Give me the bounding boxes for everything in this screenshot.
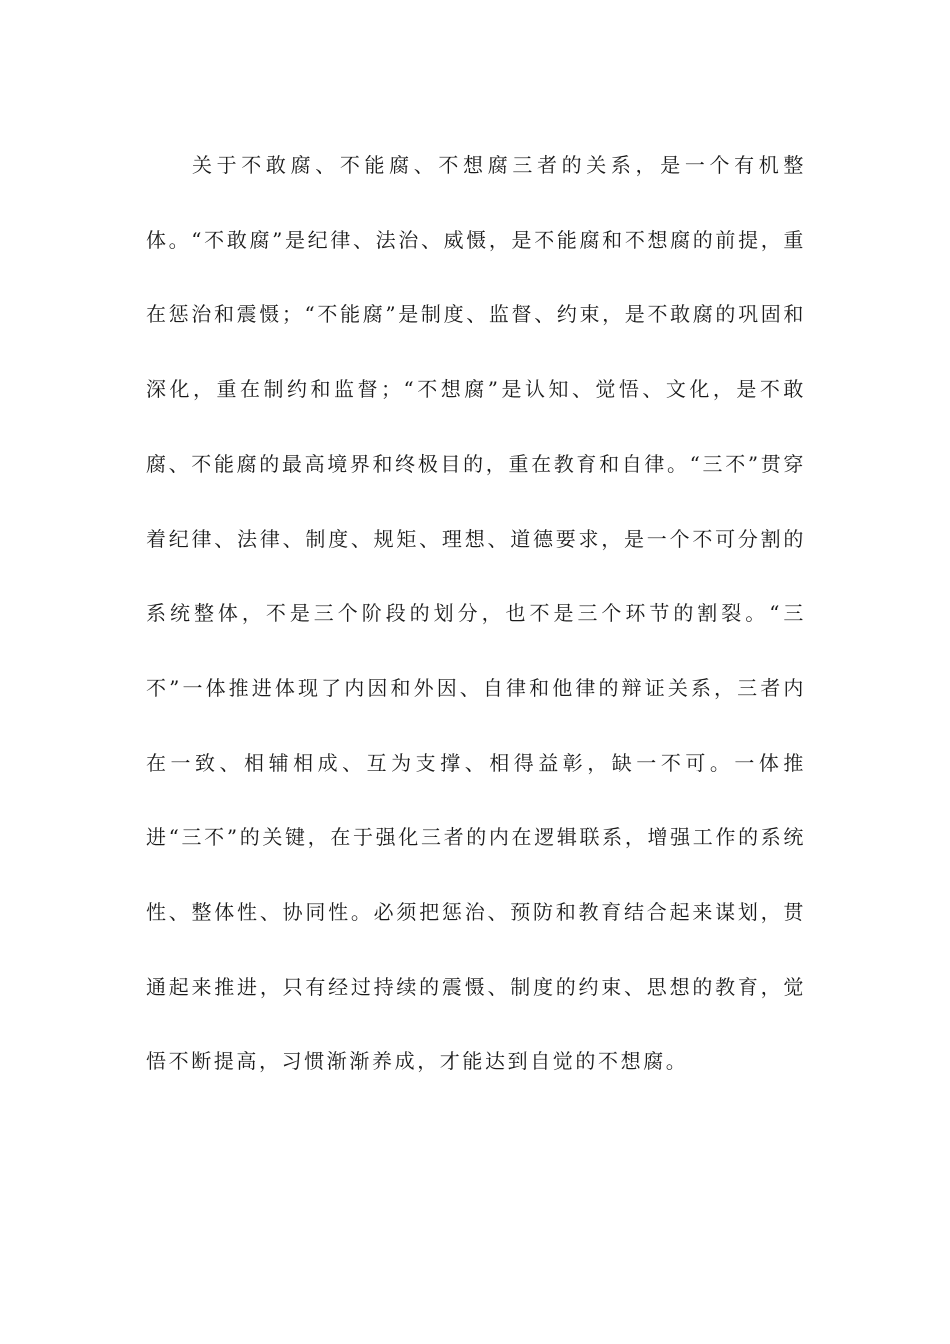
body-paragraph: 关于不敢腐、不能腐、不想腐三者的关系，是一个有机整体。“不敢腐”是纪律、法治、威慑，是不能腐和不想腐的前提，重在惩治和震慑；“不能腐”是制度、监督、约束，是不敢腐的巩固和深化，重在制约和监督；“不想腐”是认知、觉悟、文化，是不敢腐、不能腐的最高境界和终极目的，重在教育和自律。“三不”贯穿着纪律、法律、制度、规矩、理想、道德要求，是一个不可分割的系统整体，不是三个阶段的划分，也不是三个环节的割裂。“三不”一体推进体现了内因和外因、自律和他律的辩证关系，三者内在一致、相辅相成、互为支撑、相得益彰，缺一不可。一体推进“三不”的关键，在于强化三者的内在逻辑联系，增强工作的系统性、整体性、协同性。必须把惩治、预防和教育结合起来谋划，贯通起来推进，只有经过持续的震慑、制度的约束、思想的教育，觉悟不断提高，习惯渐渐养成，才能达到自觉的不想腐。 (146, 153, 806, 1074)
